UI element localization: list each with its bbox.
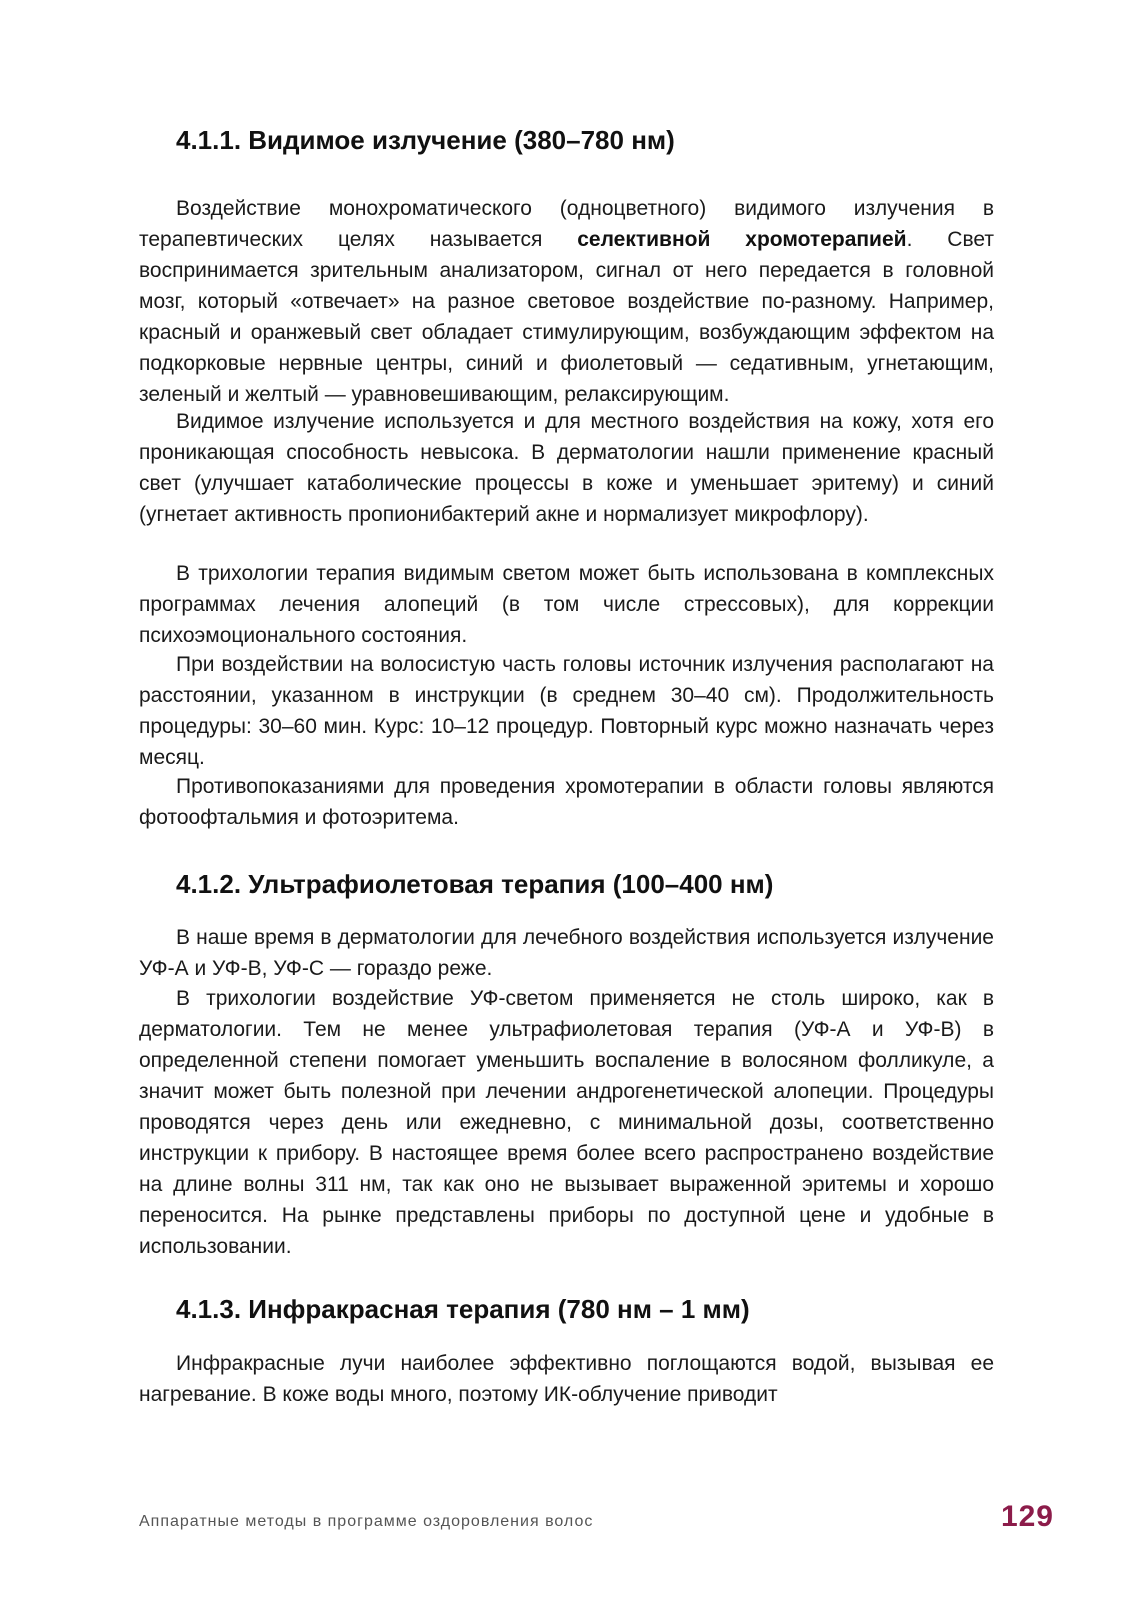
bold-term: селективной хромотерапией	[577, 228, 907, 251]
paragraph-ir-intro: Инфракрасные лучи наиболее эффективно поглощаются водой, вызывая ее нагревание. В коже воды много, поэтому ИК-облучение приводит	[139, 1352, 994, 1406]
paragraph-procedure: При воздействии на волосистую часть головы источник излучения располагают на расстоянии, указанном в инструкции (в среднем 30–40 см). Продолжительность процедуры: 30–60 мин. Курс: 10–12 процедур. Повторный курс можно назначать через месяц.	[139, 653, 994, 769]
paragraph-uv-trichology: В трихологии воздействие УФ-светом применяется не столь широко, как в дерматологии. Тем не менее ультрафиолетовая терапия (УФ-А и УФ-В) в определенной степени помогает уменьшить воспаление в волосяном фолликуле, а значит может быть полезной при лечении андрогенетической алопеции. Процедуры проводятся через день или ежедневно, с минимальной дозы, соответственно инструкции к прибору. В настоящее время более всего распространено воздействие на длине волны 311 нм, так как оно не вызывает выраженной эритемы и хорошо переносится. На рынке представлены приборы по доступной цене и удобные в использовании.	[139, 987, 994, 1258]
paragraph-trichology-use: В трихологии терапия видимым светом может быть использована в комплексных программах лечения алопеций (в том числе стрессовых), для коррекции психоэмоционального состояния.	[139, 562, 994, 647]
paragraph-chromotherapy-intro	[139, 193, 994, 410]
section-heading-uv-therapy: 4.1.2. Ультрафиолетовая терапия (100–400 нм)	[176, 869, 774, 899]
section-heading-visible-light: 4.1.1. Видимое излучение (380–780 нм)	[176, 125, 675, 155]
paragraph-text: Воздействие монохроматического (одноцветного) видимого излучения в терапевтических целях называется	[139, 197, 994, 251]
paragraph-dermatology-use: Видимое излучение используется и для местного воздействия на кожу, хотя его проникающая способность невысока. В дерматологии нашли применение красный свет (улучшает катаболические процессы в коже и уменьшает эритему) и синий (угнетает активность пропионибактерий акне и нормализует микрофлору).	[139, 410, 994, 526]
page-number: 129	[1000, 1500, 1054, 1533]
paragraph-text: . Свет воспринимается зрительным анализатором, сигнал от него передается в головной мозг, который «отвечает» на разное световое воздействие по-разному. Например, красный и оранжевый свет обладает стимулирующим, возбуждающим эффектом на подкорковые нервные центры, синий и фиолетовый — седативным, угнетающим, зеленый и желтый — уравновешивающим, релаксирующим.	[139, 228, 994, 406]
section-heading-ir-therapy: 4.1.3. Инфракрасная терапия (780 нм – 1 мм)	[176, 1294, 750, 1324]
paragraph-contraindications: Противопоказаниями для проведения хромотерапии в области головы являются фотоофтальмия и фотоэритема.	[139, 775, 994, 829]
running-footer-title: Аппаратные методы в программе оздоровления волос	[139, 1513, 594, 1530]
paragraph-uv-intro: В наше время в дерматологии для лечебного воздействия используется излучение УФ-А и УФ-В, УФ-С — гораздо реже.	[139, 926, 994, 980]
